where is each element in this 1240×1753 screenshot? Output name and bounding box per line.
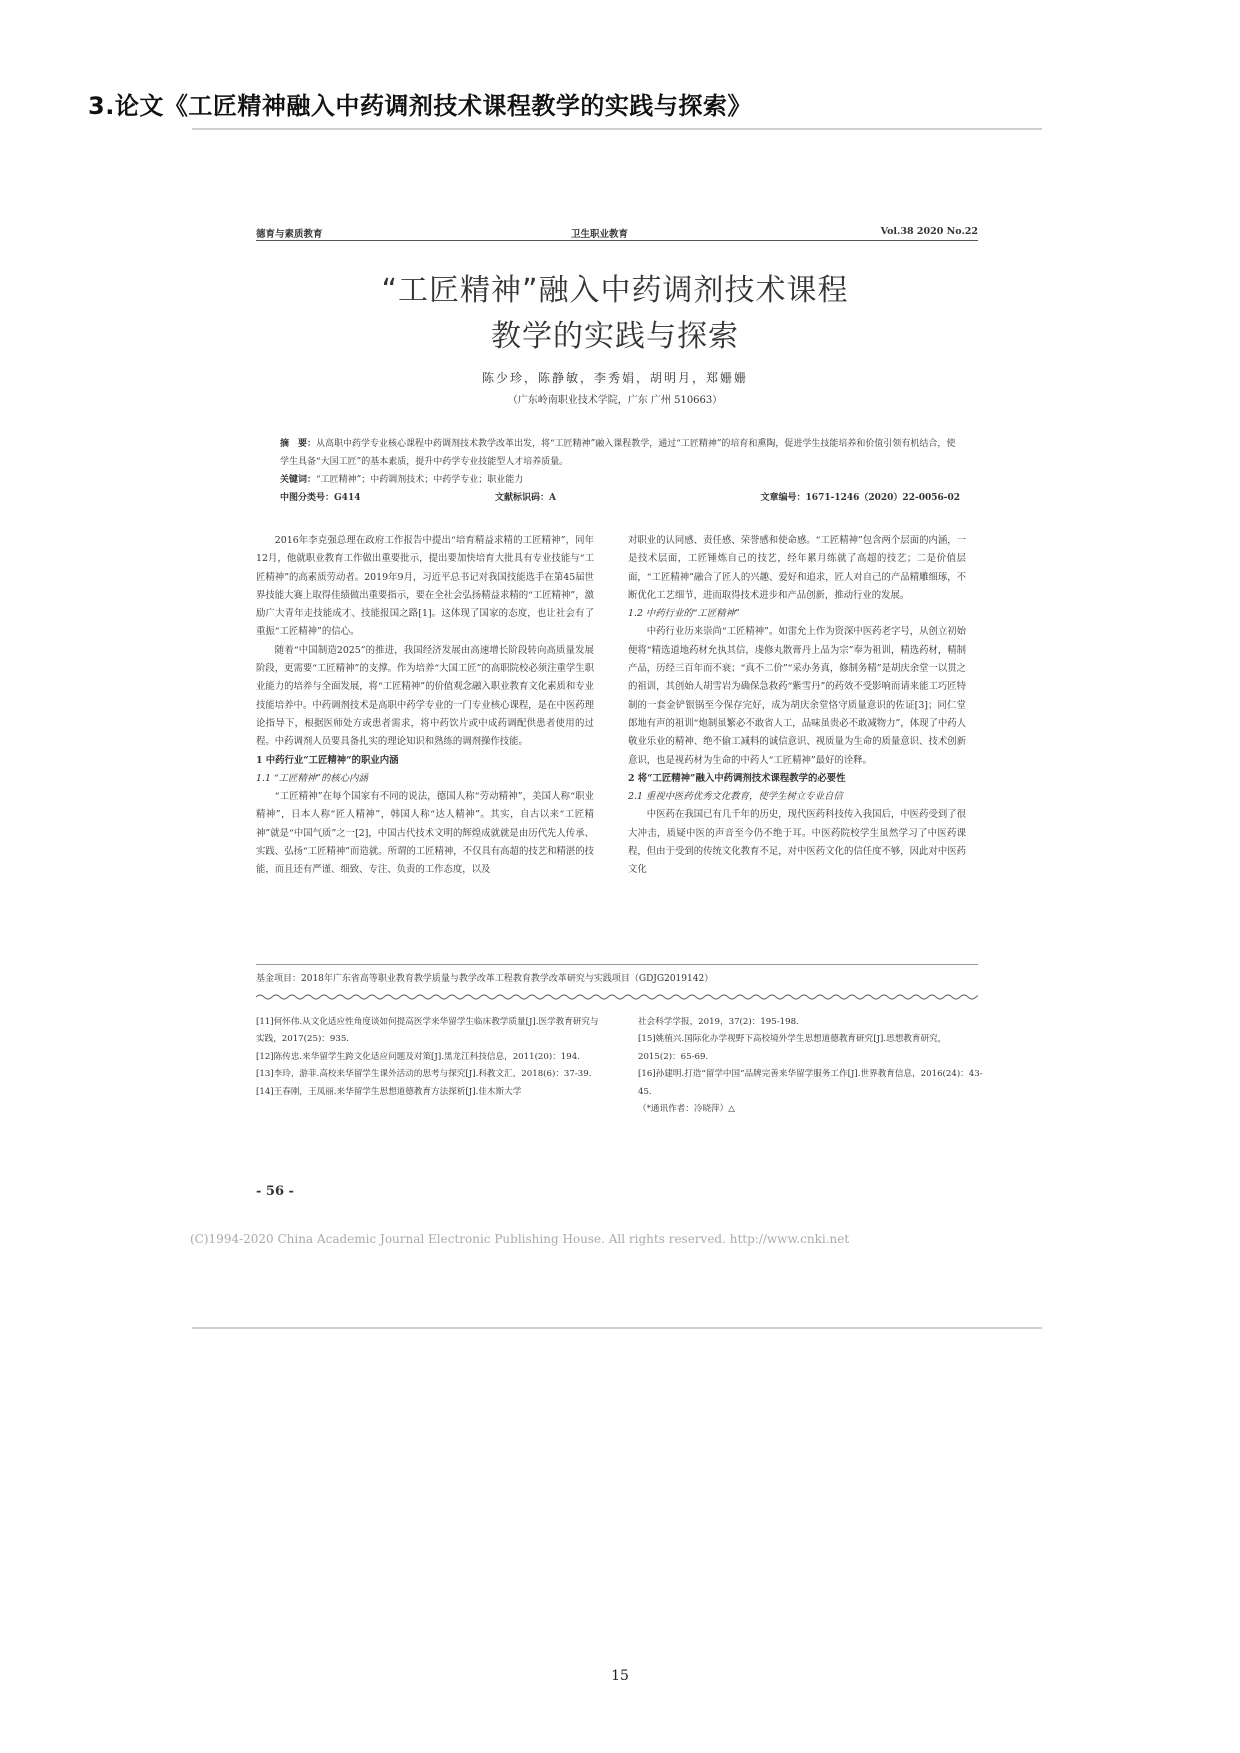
references-left <box>256 1014 601 1101</box>
running-head-rule <box>256 240 978 241</box>
references-right <box>638 1014 983 1118</box>
body-paragraph: “工匠精神”在每个国家有不同的说法，德国人称“劳动精神”，美国人称“职业精神”，日本人称“匠人精神”，韩国人称“达人精神”。其实，自古以来“工匠精神”就是“中国气质”之一[2]，中国古代技术文明的辉煌成就就是由历代先人传承、实践、弘扬“工匠精神”而造就。所谓的工匠精神，不仅具有高超的技艺和精湛的技能，而且还有严谨、细致、专注、负责的工作态度，以及 <box>256 791 594 876</box>
keywords <box>280 471 960 489</box>
document-heading: 3.论文《工匠精神融入中药调剂技术课程教学的实践与探索》 <box>88 92 752 120</box>
abstract-text: 从高职中药学专业核心课程中药调剂技术教学改革出发，将“工匠精神”融入课程教学，通过“工匠精神”的培育和熏陶，促进学生技能培养和价值引领有机结合，使学生具备“大国工匠”的基本素质，提升中药学专业技能型人才培养质量。 <box>280 439 956 467</box>
reference-entry: 社会科学学报，2019，37(2)：195-198. <box>638 1017 799 1027</box>
document-code: 文献标识码：A <box>495 493 556 503</box>
body-paragraph: 随着“中国制造2025”的推进，我国经济发展由高速增长阶段转向高质量发展阶段，更需要“工匠精神”的支撑。作为培养“大国工匠”的高职院校必须注重学生职业能力的培养与全面发展，将“工匠精神”的价值观念融入职业教育文化素质和专业技能培养中。中药调剂技术是高职中药学专业的一门专业核心课程，是在中医药理论指导下，根据医师处方或患者需求，将中药饮片或中成药调配供患者使用的过程。中药调剂人员要具备扎实的理论知识和熟练的调剂操作技能。 <box>256 644 594 748</box>
body-column-left <box>256 532 594 880</box>
subsection-heading: 1.1 “工匠精神”的核心内涵 <box>256 772 368 784</box>
body-paragraph: 2016年李克强总理在政府工作报告中提出“培育精益求精的工匠精神”，同年12月，他就职业教育工作做出重要批示，提出要加快培育大批具有专业技能与“工匠精神”的高素质劳动者。2019年9月，习近平总书记对我国技能选手在第45届世界技能大赛上取得佳绩做出重要指示，要在全社会弘扬精益求精的“工匠精神”，激励广大青年走技能成才、技能报国之路[1]。这体现了国家的态度，也让社会有了重振“工匠精神”的信心。 <box>256 535 594 638</box>
keywords-text: “工匠精神”；中药调剂技术；中药学专业；职业能力 <box>316 475 524 485</box>
running-head-section: 德育与素质教育 <box>256 229 323 240</box>
reference-entry: [16]孙建明.打造“留学中国”品牌完善来华留学服务工作[J].世界教育信息，2016(24)：43-45. <box>638 1069 983 1097</box>
paper-page-label: - 56 - <box>256 1184 294 1199</box>
keywords-label: 关键词： <box>280 475 317 485</box>
scanned-paper-page <box>190 222 983 1292</box>
fund-note: 基金项目：2018年广东省高等职业教育教学质量与教学改革工程教育教学改革研究与实践项目（GDJG2019142） <box>256 964 978 984</box>
reference-entry: （*通讯作者：冷晓萍）△ <box>638 1104 735 1115</box>
reference-entry: [15]姚植兴.国际化办学视野下高校境外学生思想道德教育研究[J].思想教育研究，2015(2)：65-69. <box>638 1034 947 1062</box>
running-head-volume: Vol.38 2020 No.22 <box>880 226 978 237</box>
reference-entry: [13]李玲，游菲.高校来华留学生课外活动的思考与探究[J].科教文汇，2018(6)：37-39. <box>256 1069 592 1080</box>
reference-entry: [11]何怀伟.从文化适应性角度谈如何提高医学来华留学生临床教学质量[J].医学教育研究与实践，2017(25)：935. <box>256 1017 599 1045</box>
body-column-right <box>628 532 966 880</box>
body-paragraph: 对职业的认同感、责任感、荣誉感和使命感。“工匠精神”包含两个层面的内涵，一是技术层面，工匠锤炼自己的技艺，经年累月练就了高超的技艺；二是价值层面，“工匠精神”融合了匠人的兴趣、爱好和追求，匠人对自己的产品精雕细琢，不断优化工艺细节，进而取得技术进步和产品创新，推动行业的发展。 <box>628 535 966 601</box>
section-heading: 2 将“工匠精神”融入中药调剂技术课程教学的必要性 <box>628 772 846 784</box>
paper-title <box>250 268 980 360</box>
clc-number: 中图分类号：G414 <box>280 493 361 503</box>
running-head-journal: 卫生职业教育 <box>571 229 629 240</box>
body-paragraph: 中医药在我国已有几千年的历史，现代医药科技传入我国后，中医药受到了很大冲击，质疑中医的声音至今仍不绝于耳。中医药院校学生虽然学习了中医药课程，但由于受到的传统文化教育不足，对中医药文化的信任度不够，因此对中医药文化 <box>628 809 966 876</box>
paper-authors: 陈少珍，陈静敏，李秀娟，胡明月，郑姗姗 <box>481 371 748 385</box>
bottom-divider <box>192 1327 1042 1329</box>
copyright-line: (C)1994-2020 China Academic Journal Electronic Publishing House. All rights reserved. http://www.cnki.net <box>190 1232 850 1246</box>
abstract-block <box>280 435 960 507</box>
body-paragraph: 中药行业历来崇尚“工匠精神”。如雷允上作为资深中医药老字号，从创立初始便将“精选道地药材允执其信，虔修丸散膏丹上品为宗”奉为祖训，精选药材，精制产品，历经三百年而不衰；“真不二价”“采办务真，修制务精”是胡庆余堂一以贯之的祖训，其创始人胡雪岩为确保急救药“紫雪丹”的药效不受影响而请来能工巧匠特制的一套金铲银锅至今保存完好，成为胡庆余堂恪守质量意识的佐证[3]；同仁堂郎地有声的祖训“炮制虽繁必不敢省人工，品味虽贵必不敢减物力”，体现了中药人敬业乐业的精神、绝不偷工减料的诚信意识、视质量为生命的质量意识、技术创新意识，也是视药材为生命的中药人“工匠精神”最好的诠释。 <box>628 626 966 766</box>
subsection-heading: 2.1 重视中医药优秀文化教育，使学生树立专业自信 <box>628 791 843 803</box>
top-divider <box>192 128 1042 130</box>
paper-title-line-1: “工匠精神”融入中药调剂技术课程 <box>381 273 849 308</box>
classification-row <box>280 489 960 507</box>
subsection-heading: 1.2 中药行业的“工匠精神” <box>628 608 740 620</box>
abstract <box>280 435 960 471</box>
reference-entry: [14]王春刚，王凤丽.来华留学生思想道德教育方法探析[J].佳木斯大学 <box>256 1086 522 1097</box>
document-page-number: 15 <box>611 1668 629 1684</box>
wavy-separator <box>256 992 978 1002</box>
paper-affiliation: （广东岭南职业技术学院，广东 广州 510663） <box>507 395 723 406</box>
article-number: 文章编号：1671-1246（2020）22-0056-02 <box>760 493 960 503</box>
reference-entry: [12]陈传忠.来华留学生跨文化适应问题及对策[J].黑龙江科技信息，2011(20)：194. <box>256 1051 580 1062</box>
section-heading: 1 中药行业“工匠精神”的职业内涵 <box>256 754 399 766</box>
running-head <box>256 226 978 244</box>
paper-title-line-2: 教学的实践与探索 <box>491 319 739 354</box>
abstract-label: 摘 要： <box>280 439 317 449</box>
